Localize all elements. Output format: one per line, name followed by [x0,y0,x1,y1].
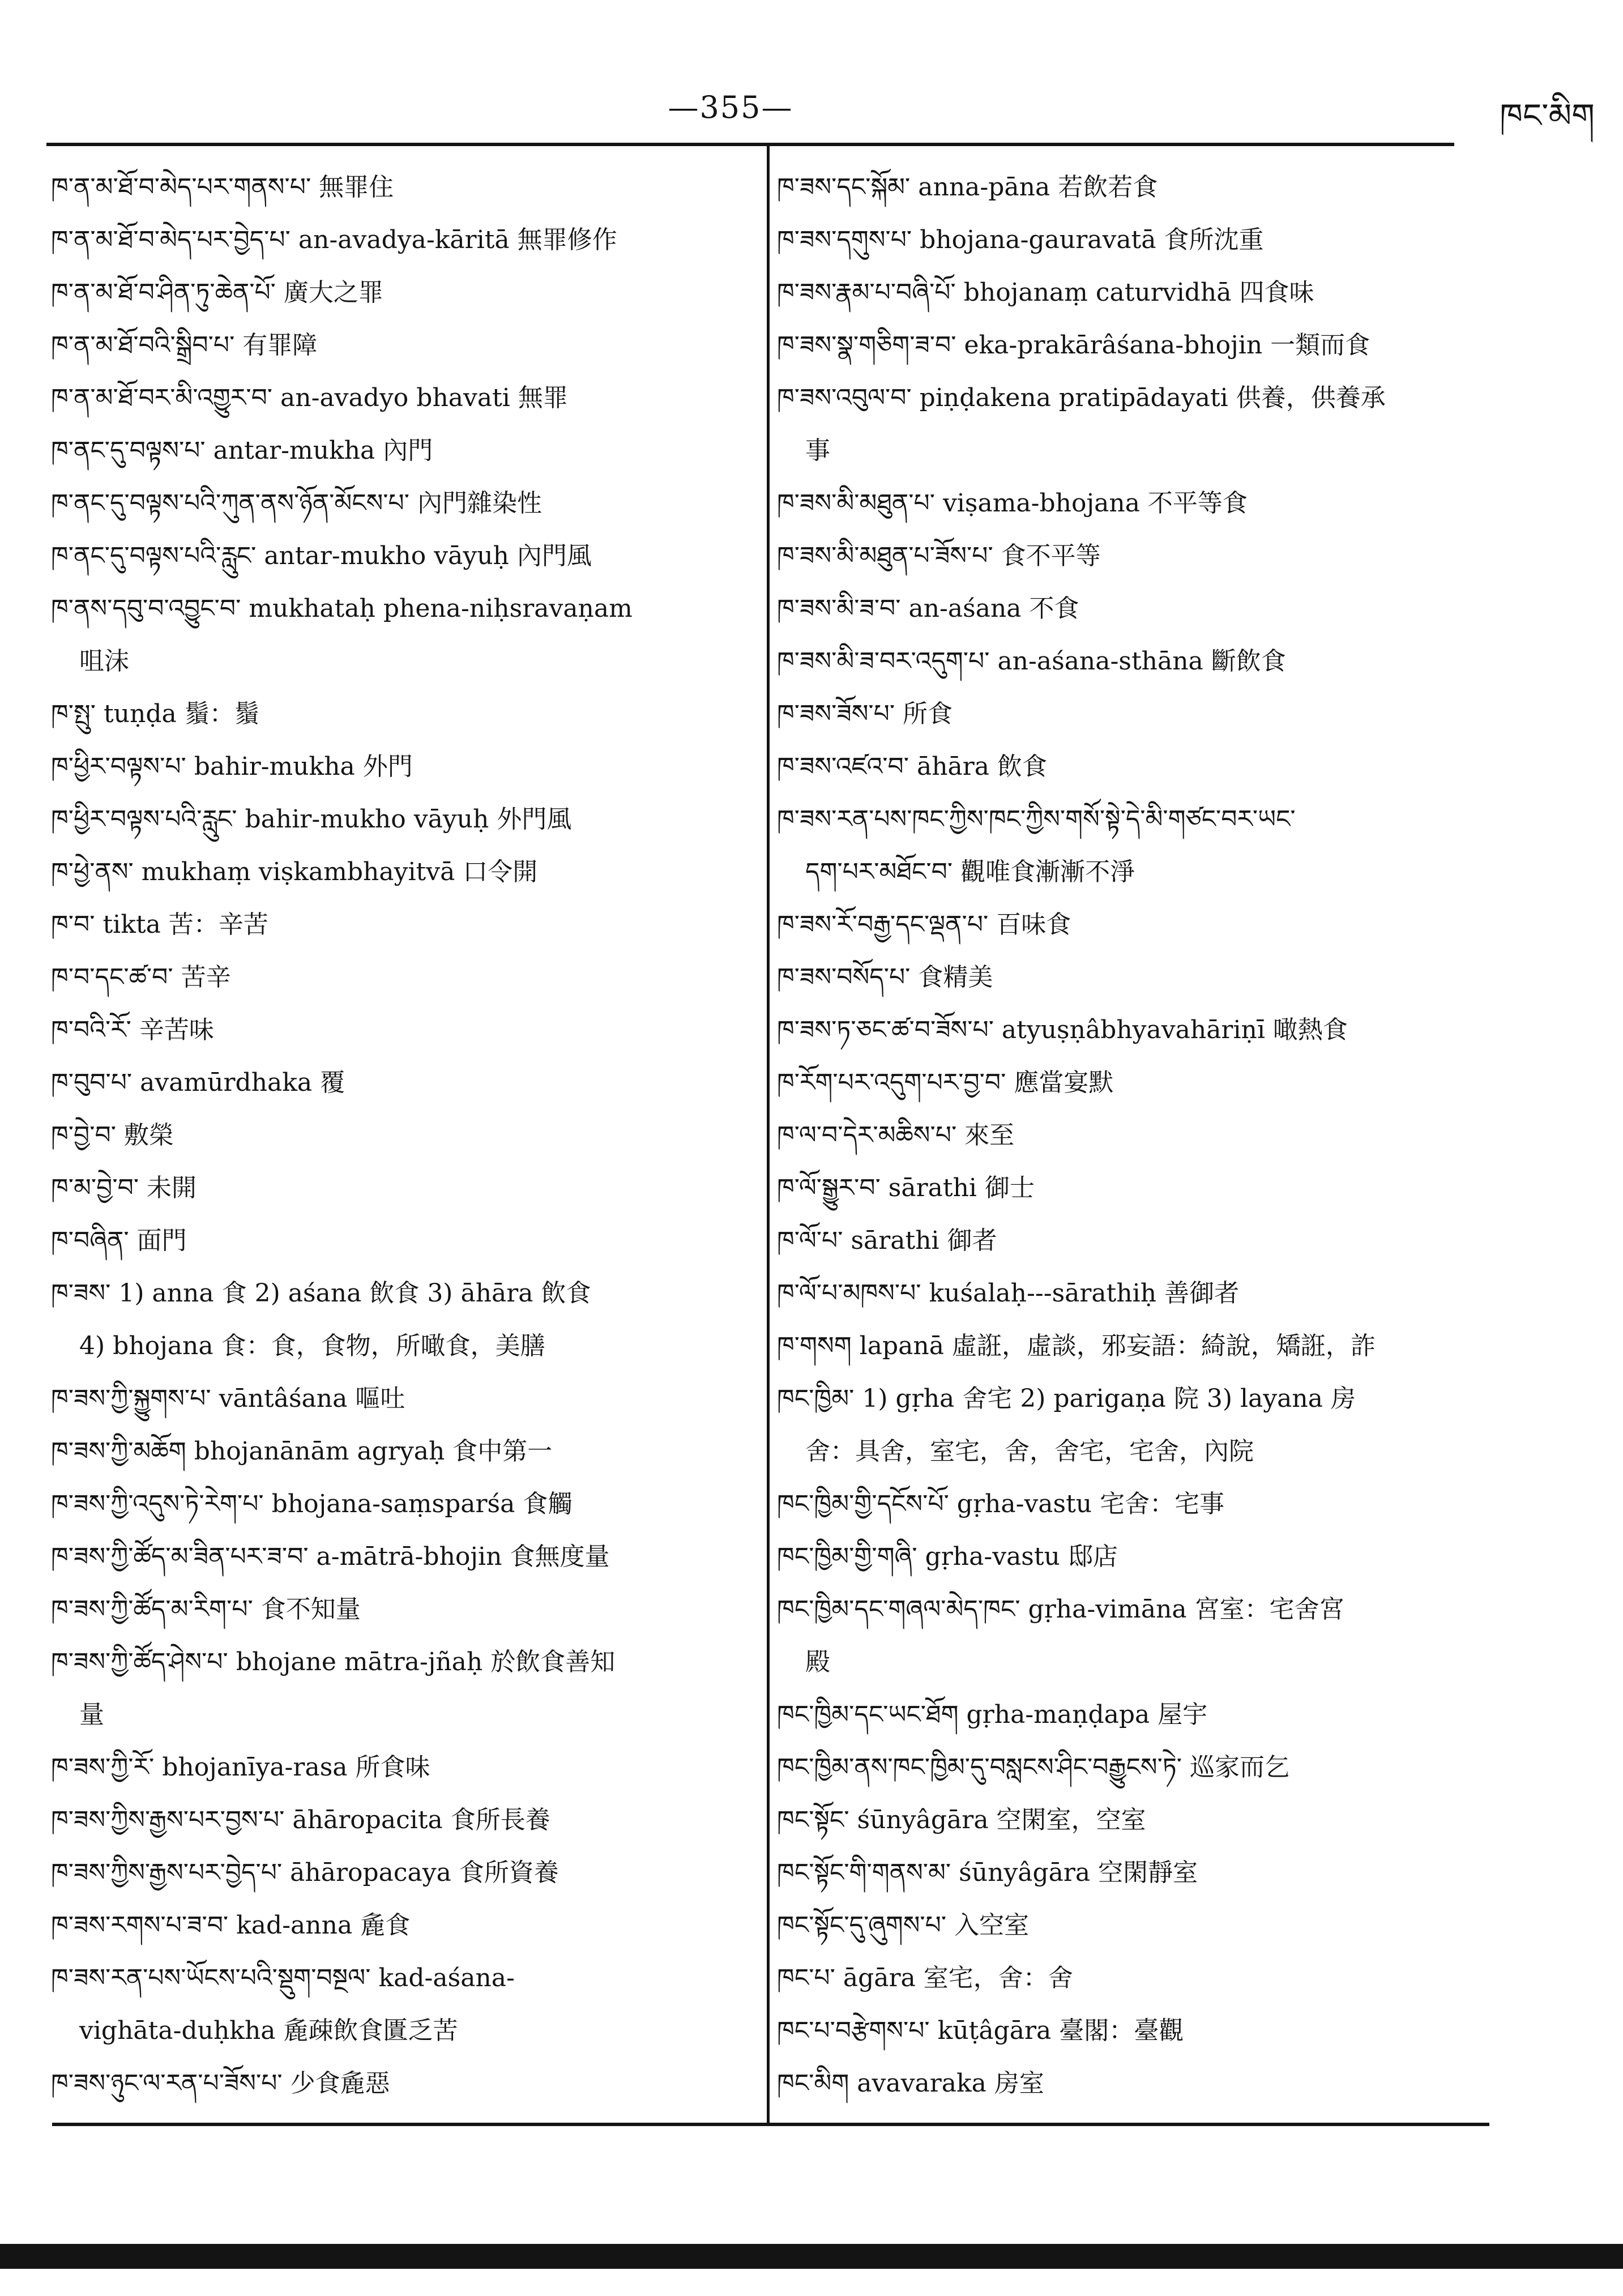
entry: ཁང་ཁྱིམ་དང་ཡང་ཐོག gṛha-maṇḍapa 屋宇 [777,1700,1208,1729]
entry: ཁང་ཁྱིམ་ནས་ཁང་ཁྱིམ་དུ་བསླངས་ཤིང་བརྒྱུངས་ཏེ་ 巡家而乞 [777,1753,1290,1782]
entry: ཁ་བ་ tikta 苦：辛苦 [51,910,268,939]
running-head: ཁང་མིག [1500,96,1595,135]
entry: ཁ་ན་མ་ཐོ་བའི་སྒྲིབ་པ་ 有罪障 [51,331,318,360]
entry-continuation: 舍：具舍，室宅，舍，舍宅，宅舍，內院 [805,1437,1254,1466]
entry: ཁ་ནང་དུ་བལྟས་པའི་ཀུན་ནས་ཉོན་མོངས་པ་ 內門雜染性 [51,489,542,518]
entry-continuation: vighāta-duḥkha 麁疎飲食匱乏苦 [79,2016,458,2045]
entry: ཁ་སྤུ་ tuṇḍa 鬚：鬚 [51,699,259,728]
entry: ཁ་གསག lapanā 虛誑，虛談，邪妄語：綺說，矯誑，詐 [777,1331,1376,1360]
entry: ཁ་ཟས་རྣམ་པ་བཞི་པོ་ bhojanaṃ caturvidhā 四食味 [777,278,1314,307]
entry: ཁ་ཟས་ཀྱི་འདུས་ཏེ་རེག་པ་ bhojana-saṃsparśa 食觸 [51,1490,573,1518]
entry: ཁ་ཟས་མི་ཟ་བར་འདུག་པ་ an-aśana-sthāna 斷飲食 [777,647,1286,676]
entry: ཁ་ཟས་དང་སྐོམ་ anna-pāna 若飲若食 [777,173,1158,202]
entry: ཁ་ཟས་ཀྱིས་རྒྱས་པར་བྱེད་པ་ āhāropacaya 食所資養 [51,1858,559,1887]
entry: ཁང་སྟོང་དུ་ཞུགས་པ་ 入空室 [777,1911,1030,1940]
bottom-scan-band [0,2244,1623,2269]
entry: ཁང་ཁྱིམ་གྱི་གཞི་ gṛha-vastu 邸店 [777,1542,1118,1571]
entry: ཁ་མ་བྱེ་བ་ 未開 [51,1173,197,1202]
entry: ཁ་ཟས་རགས་པ་ཟ་བ་ kad-anna 麁食 [51,1911,411,1940]
entry: ཁ་ན་མ་ཐོ་བ་མེད་པར་གནས་པ་ 無罪住 [51,173,394,202]
entry: ཁ་ན་མ་ཐོ་བ་མེད་པར་བྱེད་པ་ an-avadya-kāritā 無罪修作 [51,225,617,254]
entry-continuation: 咀沫 [79,647,129,676]
entry: ཁ་ཕྱེ་ནས་ mukhaṃ viṣkambhayitvā 口令開 [51,857,538,886]
bottom-rule [52,2123,1489,2126]
entry: ཁ་བའི་རོ་ 辛苦味 [51,1015,214,1044]
right-column [777,161,1495,2110]
entry: ཁ་ཟས་ཀྱི་ཚོད་མ་རིག་པ་ 食不知量 [51,1595,361,1624]
page-number: —355— [668,89,793,125]
entry: ཁ་ཟས་ཀྱིས་རྒྱས་པར་བྱས་པ་ āhāropacita 食所長養 [51,1806,550,1834]
entry: ཁ་ལོ་པ་མཁས་པ་ kuśalaḥ---sārathiḥ 善御者 [777,1279,1240,1308]
entry: ཁ་བཞིན་ 面門 [51,1226,187,1255]
column-divider [767,146,770,2123]
entry: ཁ་ཟས་རོ་བརྒྱ་དང་ལྡན་པ་ 百味食 [777,910,1071,939]
entry: ཁང་ཁྱིམ་དང་གཞལ་མེད་ཁང་ gṛha-vimāna 宮室：宅舍宮 [777,1595,1344,1624]
entry: ཁ་ཟས་རན་པས་ཁང་ཀྱིས་ཁང་ཀྱིས་གསོ་སྟེ་དེ་མི་གཙང་བར་ཡང་ [777,805,1296,834]
entry: ཁང་ཁྱིམ་གྱི་དངོས་པོ་ gṛha-vastu 宅舍：宅事 [777,1490,1225,1518]
entry: ཁ་ཟས་ཉུང་ལ་རན་པ་ཟོས་པ་ 少食麁惡 [51,2069,390,2098]
entry: ཁ་ཟས་ཀྱི་ཚོད་མ་ཟིན་པར་ཟ་བ་ a-mātrā-bhojin 食無度量 [51,1542,610,1571]
entry: ཁ་བ་དང་ཚ་བ་ 苦辛 [51,963,231,992]
entry: ཁ་ཟས་འབུལ་བ་ piṇḍakena pratipādayati 供養，供養承 [777,383,1386,412]
entry: ཁ་བྱེ་བ་ 敷榮 [51,1121,174,1150]
entry: ཁ་ཕྱིར་བལྟས་པ་ bahir-mukha 外門 [51,752,413,781]
entry: ཁ་ཟས་ཀྱི་སྐྱུགས་པ་ vāntâśana 嘔吐 [51,1384,405,1413]
entry: ཁ་ཟས་ཀྱི་ཚོད་ཤེས་པ་ bhojane mātra-jñaḥ 於飲食善知 [51,1648,616,1676]
entry-continuation: 4) bhojana 食：食，食物，所噉食，美膳 [79,1331,545,1360]
entry: ཁང་སྟོང་གི་གནས་མ་ śūnyâgāra 空閑靜室 [777,1858,1198,1887]
entry: ཁ་ཟས་མི་མཐུན་པ་ viṣama-bhojana 不平等食 [777,489,1248,518]
entry: ཁ་ན་མ་ཐོ་བར་མི་འགྱུར་བ་ an-avadyo bhavati 無罪 [51,383,568,412]
entry: ཁང་པ་བརྩེགས་པ་ kūṭâgāra 臺閣：臺觀 [777,2016,1184,2045]
entry: ཁ་ཟས་ཀྱི་མཆོག bhojanānām agryaḥ 食中第一 [51,1437,553,1466]
entry: ཁ་ཕྱིར་བལྟས་པའི་རླུང་ bahir-mukho vāyuḥ 外門風 [51,805,572,834]
entry-continuation: དག་པར་མཐོང་བ་ 觀唯食漸漸不淨 [805,857,1135,886]
entry: ཁ་ཟས་བསོད་པ་ 食精美 [777,963,993,992]
entry: ཁ་ན་མ་ཐོ་བ་ཤིན་ཏུ་ཆེན་པོ་ 廣大之罪 [51,278,383,307]
entry: ཁ་ཟས་རན་པས་ཡོངས་པའི་སྡུག་བསྔལ་ kad-aśana- [51,1964,515,1992]
entry-continuation: 殿 [805,1648,830,1676]
entry-continuation: 事 [805,436,830,465]
left-column [51,161,757,2110]
entry: ཁ་ལོ་པ་ sārathi 御者 [777,1226,997,1255]
entry: ཁ་ནང་དུ་བལྟས་པའི་རླུང་ antar-mukho vāyuḥ 內門風 [51,541,592,570]
entry: ཁ་ཟས་ཀྱི་རོ་ bhojanīya-rasa 所食味 [51,1753,430,1782]
entry: ཁ་ཟས་ཏ་ཅང་ཚ་བ་ཟོས་པ་ atyuṣṇâbhyavahāriṇī 噉熱食 [777,1015,1348,1044]
entry: ཁ་ཟས་མི་མཐུན་པ་ཟོས་པ་ 食不平等 [777,541,1101,570]
top-rule [46,143,1454,146]
entry: ཁང་པ་ āgāra 室宅，舍：舍 [777,1964,1073,1992]
entry: ཁ་ཟས་ 1) anna 食 2) aśana 飲食 3) āhāra 飲食 [51,1279,591,1308]
entry: ཁང་མིག avavaraka 房室 [777,2069,1044,2098]
entry: ཁ་ནས་དབུ་བ་འབྱུང་བ་ mukhataḥ phena-niḥsravaṇam [51,594,633,623]
entry: ཁ་ཟས་འཛའ་བ་ āhāra 飲食 [777,752,1048,781]
entry: ཁ་ལ་བ་དེར་མཆིས་པ་ 來至 [777,1121,1015,1150]
entry-continuation: 量 [79,1700,104,1729]
entry: ཁ་ཟས་ཟོས་པ་ 所食 [777,699,953,728]
entry: ཁ་ཟས་སྣ་གཅིག་ཟ་བ་ eka-prakārâśana-bhojin 一類而食 [777,331,1370,360]
entry: ཁ་བུབ་པ་ avamūrdhaka 覆 [51,1068,345,1097]
entry: ཁ་ནང་དུ་བལྟས་པ་ antar-mukha 內門 [51,436,433,465]
entry: ཁང་ཁྱིམ་ 1) gṛha 舍宅 2) parigaṇa 院 3) layana 房 [777,1384,1356,1413]
entry: ཁ་ཟས་དགུས་པ་ bhojana-gauravatā 食所沈重 [777,225,1264,254]
entry: ཁང་སྟོང་ śūnyâgāra 空閑室，空室 [777,1806,1146,1834]
entry: ཁ་ཟས་མི་ཟ་བ་ an-aśana 不食 [777,594,1079,623]
entry: ཁ་ལོ་སྒྱུར་བ་ sārathi 御士 [777,1173,1035,1202]
entry: ཁ་རོག་པར་འདུག་པར་བྱ་བ་ 應當宴默 [777,1068,1114,1097]
